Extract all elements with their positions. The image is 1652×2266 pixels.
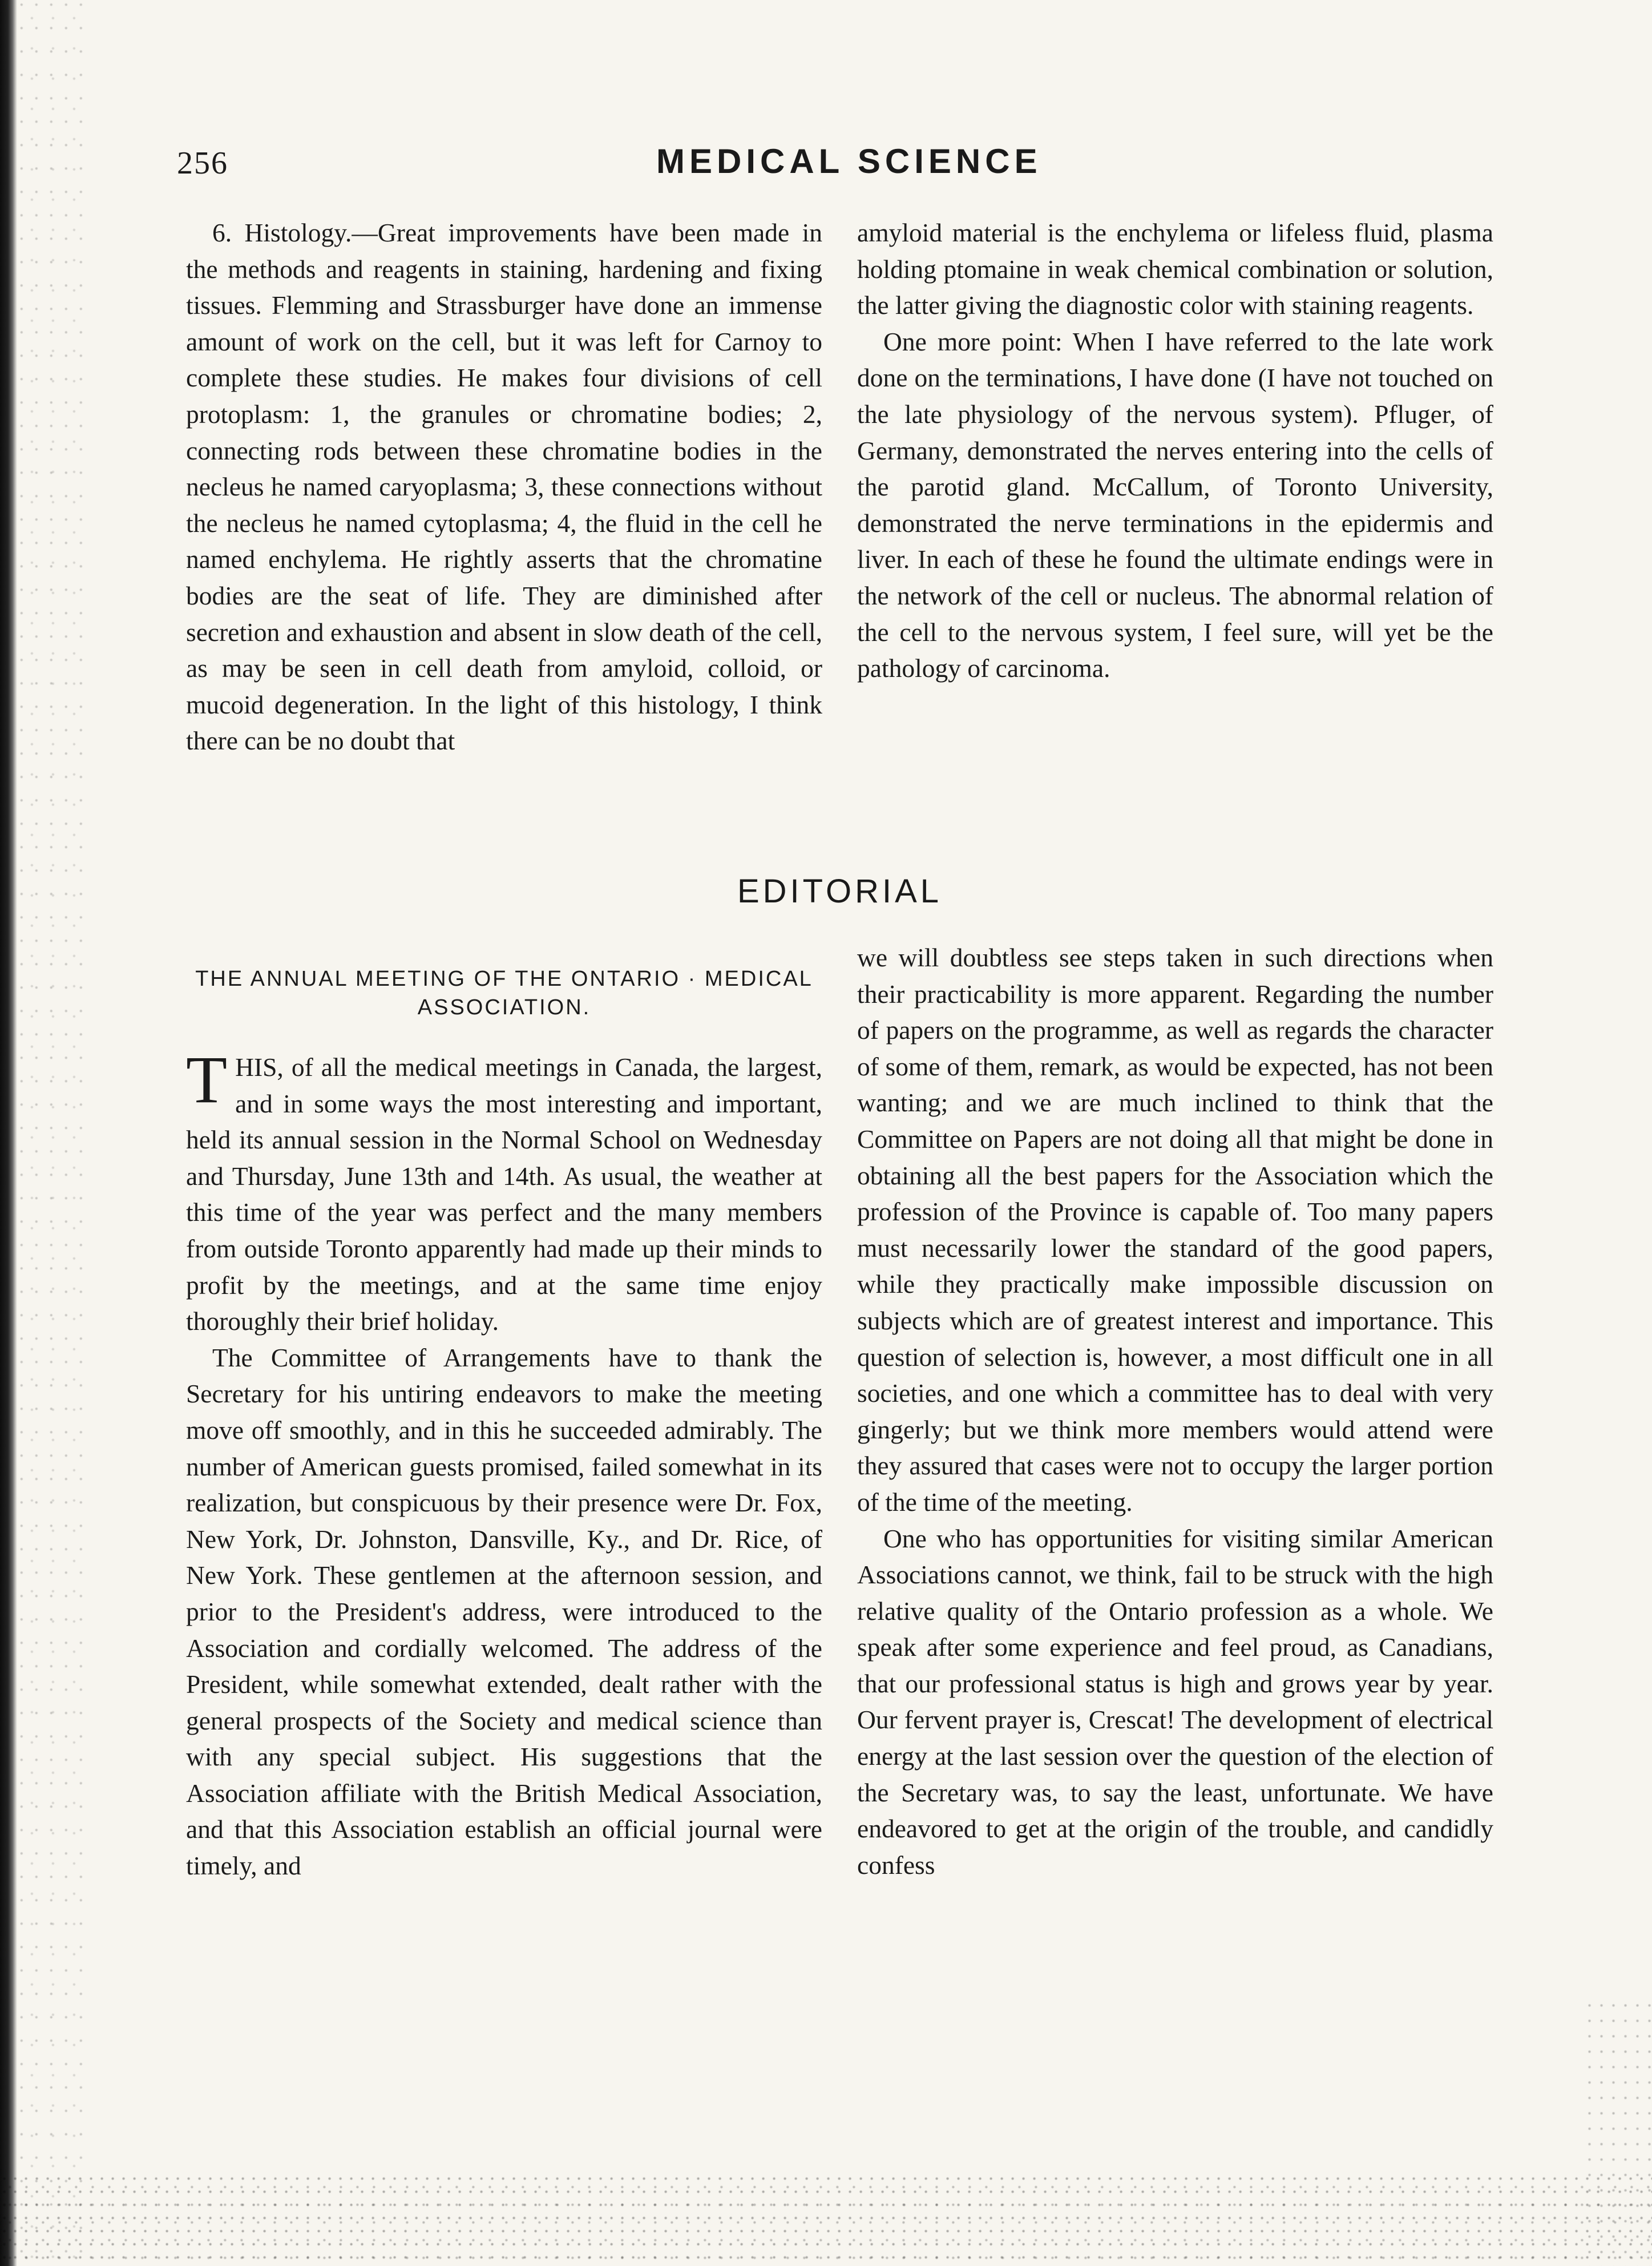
scan-noise-bottom <box>0 2175 1652 2266</box>
one-more-point-paragraph: One more point: When I have referred to the late work done on the terminations, I have done (I have not touched on the late physiology of the nervous system). Pfluger, of Germany, demonstrated the nerves entering into the cells of the parotid gland. McCallum, of Toronto University, demonstrated the nerve terminations in the epidermis and liver. In each of these he found the ultimate endings were in the network of the cell or nucleus. The abnormal relation of the cell to the nervous system, I feel sure, will yet be the pathology of carcinoma. <box>857 326 1493 683</box>
opening-paragraph-text: HIS, of all the medical meetings in Canada, the largest, and in some ways the most interesting and important, held its annual session in the Normal School on Wednesday and Thursday, June 13th and 14th. As usual, the weather at this time of the year was perfect and the many members from outside Toronto apparently had made up their minds to profit by the meetings, and at the same time enjoy thoroughly their brief holiday. <box>186 1053 822 1336</box>
editorial-heading: EDITORIAL <box>737 873 943 910</box>
editorial-right-column <box>857 940 1493 1883</box>
editorial-left-column <box>186 965 822 1884</box>
drop-cap: T <box>186 1042 228 1117</box>
scan-noise-left <box>17 0 91 2266</box>
histology-paragraph: 6. Histology.—Great improvements have been made in the methods and reagents in staining, hardening and fixing tissues. Flemming and Strassburger have done an immense amount of work on the cell, but it was left for Carnoy to complete these studies. He makes four divisions of cell protoplasm: 1, the granules or chromatine bodies; 2, connecting rods between these chromatine bodies in the necleus he named caryoplasma; 3, these connections without the necleus he named cytoplasma; 4, the fluid in the cell he named enchylema. He rightly asserts that the chromatine bodies are the seat of life. They are diminished after secretion and exhaustion and absent in slow death of the cell, as may be seen in cell death from amyloid, colloid, or mucoid degeneration. In the light of this histology, I think there can be no doubt that <box>186 218 822 756</box>
article-title: THE ANNUAL MEETING OF THE ONTARIO · MEDICAL ASSOCIATION. <box>195 967 813 1019</box>
page-number: 256 <box>177 146 228 181</box>
running-head <box>177 142 1484 187</box>
opening-paragraph <box>186 1042 822 1340</box>
american-associations-paragraph: One who has opportunities for visiting similar American Associations cannot, we think, fail to be struck with the high relative quality of the Ontario profession as a whole. We speak after some experience and feel proud, as Canadians, that our professional status is high and grows year by year. Our fervent prayer is, Crescat! The development of electrical energy at the last session over the question of the election of the Secretary was, to say the least, unfortunate. We have endeavored to get at the origin of the trouble, and candidly confess <box>857 1523 1493 1880</box>
scan-noise-right <box>1584 1998 1652 2266</box>
top-article-right-column <box>857 215 1493 687</box>
amyloid-paragraph: amyloid material is the enchylema or lifeless fluid, plasma holding ptomaine in weak chemical combination or solution, the latter giving the diagnostic color with staining reagents. <box>857 218 1493 320</box>
top-article-left-column <box>186 215 822 759</box>
committee-paragraph: The Committee of Arrangements have to thank the Secretary for his untiring endeavors to make the meeting move off smoothly, and in this he succeeded admirably. The number of American guests promised, failed somewhat in its realization, but conspicuous by their presence were Dr. Fox, New York, Dr. Johnston, Dansville, Ky., and Dr. Rice, of New York. These gentlemen at the afternoon session, and prior to the President's address, were introduced to the Association and cordially welcomed. The address of the President, while somewhat extended, dealt rather with the general prospects of the Society and medical science than with any special subject. His suggestions that the Association affiliate with the British Medical Association, and that this Association establish an official journal were timely, and <box>186 1342 822 1881</box>
journal-title: MEDICAL SCIENCE <box>656 142 1042 180</box>
binding-shadow <box>0 0 17 2266</box>
papers-paragraph: we will doubtless see steps taken in such directions when their practicability is more apparent. Regarding the number of papers on the programme, as well as regards the character of some of them, remark, as would be expected, has not been wanting; and we are much inclined to think that the Committee on Papers are not doing all that might be done in obtaining all the best papers for the Association which the profession of the Province is capable of. Too many papers must necessarily lower the standard of the good papers, while they practically make impossible discussion on subjects which are of greatest interest and importance. This question of selection is, however, a most difficult one in all societies, and one which a committee has to deal with very gingerly; but we think more members would attend were they assured that cases were not to occupy the larger portion of the time of the meeting. <box>857 943 1493 1517</box>
